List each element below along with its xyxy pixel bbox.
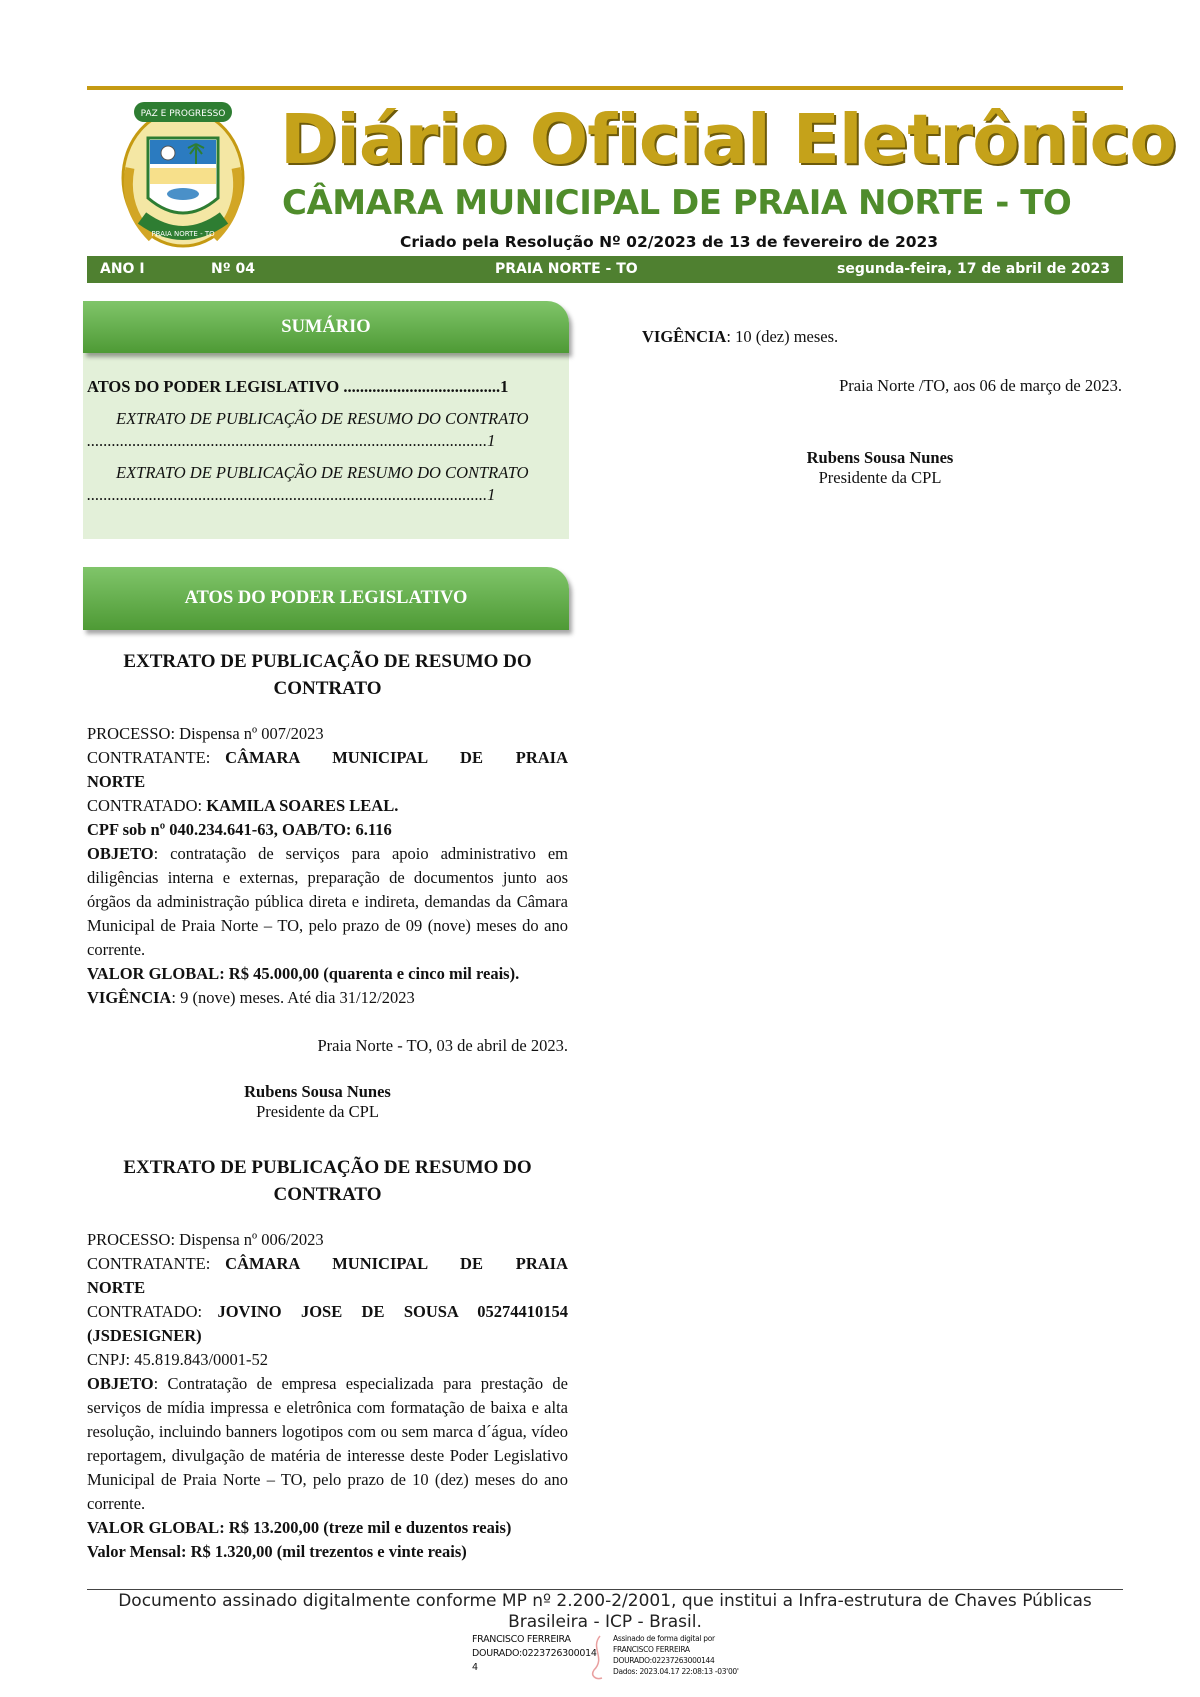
contract-2-signature (780, 448, 980, 488)
edition-number: Nº 04 (211, 261, 255, 277)
edition-year: ANO I (100, 261, 145, 277)
contract-1-contratado: CONTRATADO: KAMILA SOARES LEAL. (87, 796, 399, 815)
contract-1-heading: EXTRATO DE PUBLICAÇÃO DE RESUMO DO CONTRATO (123, 651, 532, 699)
contract-2-valor-mensal: Valor Mensal: R$ 1.320,00 (mil trezentos e vinte reais) (87, 1542, 467, 1561)
digital-signature-line-1: Assinado de forma digital por (613, 1634, 715, 1643)
digital-signer-block (472, 1633, 597, 1675)
contract-2 (87, 1154, 568, 1564)
contract-2-contratante: CONTRATANTE: CÂMARA MUNICIPAL DE PRAIA NORTE (87, 1254, 568, 1297)
creation-resolution: Criado pela Resolução Nº 02/2023 de 13 de fevereiro de 2023 (400, 233, 939, 251)
digital-signer-id-suffix: 4 (472, 1662, 478, 1673)
digital-signer-id: DOURADO:0223726300014 (472, 1648, 597, 1659)
contract-2-contratado: CONTRATADO: JOVINO JOSE DE SOUSA 05274410154 (JSDESIGNER) (87, 1302, 569, 1345)
contract-2-place-date: Praia Norte /TO, aos 06 de março de 2023. (839, 376, 1122, 395)
contract-1-signer: Rubens Sousa Nunes (244, 1082, 391, 1101)
summary-entry-contract-1-page: .................................................................................................1 (87, 431, 496, 450)
summary-entry-contract-2[interactable]: EXTRATO DE PUBLICAÇÃO DE RESUMO DO CONTRATO (116, 463, 529, 482)
edition-info-bar (87, 256, 1123, 283)
digital-signature-line-4: Dados: 2023.04.17 22:08:13 -03'00' (613, 1667, 739, 1676)
section-header-legislative: ATOS DO PODER LEGISLATIVO (83, 567, 569, 630)
contract-1-contratante: CONTRATANTE: CÂMARA MUNICIPAL DE PRAIA NORTE (87, 748, 568, 791)
summary-entry-contract-1[interactable]: EXTRATO DE PUBLICAÇÃO DE RESUMO DO CONTRATO (116, 409, 529, 428)
summary-entry-legislative[interactable]: ATOS DO PODER LEGISLATIVO ......................................1 (87, 377, 509, 396)
digital-signature-line-3: DOURADO:02237263000144 (613, 1656, 715, 1665)
municipal-seal-logo (112, 98, 254, 250)
contract-2-cnpj: CNPJ: 45.819.843/0001-52 (87, 1350, 269, 1369)
seal-city: PRAIA NORTE - TO (151, 230, 215, 238)
summary-header: SUMÁRIO (83, 301, 569, 353)
header-top-rule (87, 86, 1123, 90)
signature-mark-icon (586, 1634, 610, 1684)
footer-rule (87, 1589, 1123, 1590)
contract-1-cpf: CPF sob nº 040.234.641-63, OAB/TO: 6.116 (87, 820, 392, 839)
summary-box (83, 349, 569, 539)
contract-2-processo: PROCESSO: Dispensa nº 006/2023 (87, 1230, 324, 1249)
contract-1-vigencia: VIGÊNCIA: 9 (nove) meses. Até dia 31/12/2023 (87, 988, 415, 1007)
contract-2-heading: EXTRATO DE PUBLICAÇÃO DE RESUMO DO CONTRATO (123, 1157, 532, 1205)
contract-1-objeto: OBJETO: contratação de serviços para apoio administrativo em diligências interna e externas, preparação de documentos junto aos órgãos da administração pública direta e indireta, demandas da Câmara Municipal de Praia Norte – TO, pelo prazo de 09 (nove) meses do ano corrente. (87, 844, 568, 959)
contract-1-processo: PROCESSO: Dispensa nº 007/2023 (87, 724, 324, 743)
contract-2-signer: Rubens Sousa Nunes (806, 448, 954, 467)
footer-digital-signature-notice: Documento assinado digitalmente conforme MP nº 2.200-2/2001, que institui a Infra-estrutura de Chaves Públicas Brasileira - ICP - Brasil. (118, 1591, 1092, 1632)
seal-motto: PAZ E PROGRESSO (140, 109, 226, 119)
contract-2-valor: VALOR GLOBAL: R$ 13.200,00 (treze mil e duzentos reais) (87, 1518, 512, 1537)
contract-1-signer-role: Presidente da CPL (256, 1102, 379, 1121)
edition-date: segunda-feira, 17 de abril de 2023 (837, 261, 1110, 277)
contract-1 (87, 648, 568, 1122)
digital-signer-name: FRANCISCO FERREIRA (472, 1634, 571, 1645)
journal-subtitle: CÂMARA MUNICIPAL DE PRAIA NORTE - TO (282, 183, 1072, 223)
contract-2-vigencia: VIGÊNCIA: 10 (dez) meses. (642, 327, 839, 346)
journal-title: Diário Oficial Eletrônico (280, 100, 1176, 180)
summary-entry-contract-2-page: .................................................................................................1 (87, 485, 496, 504)
digital-signature-details (613, 1633, 739, 1677)
contract-1-place-date: Praia Norte - TO, 03 de abril de 2023. (317, 1036, 568, 1055)
contract-2-objeto: OBJETO: Contratação de empresa especializada para prestação de serviços de mídia impressa e eletrônica com formatação de baixa e alta resolução, incluindo banners logotipos com ou sem marca d´água, vídeo reportagem, divulgação de matéria de interesse deste Poder Legislativo Municipal de Praia Norte – TO, pelo prazo de 10 (dez) meses do ano corrente. (87, 1374, 568, 1513)
contract-1-valor: VALOR GLOBAL: R$ 45.000,00 (quarenta e cinco mil reais). (87, 964, 520, 983)
edition-city: PRAIA NORTE - TO (495, 261, 638, 277)
digital-signature-line-2: FRANCISCO FERREIRA (613, 1645, 690, 1654)
contract-2-signer-role: Presidente da CPL (818, 468, 942, 487)
